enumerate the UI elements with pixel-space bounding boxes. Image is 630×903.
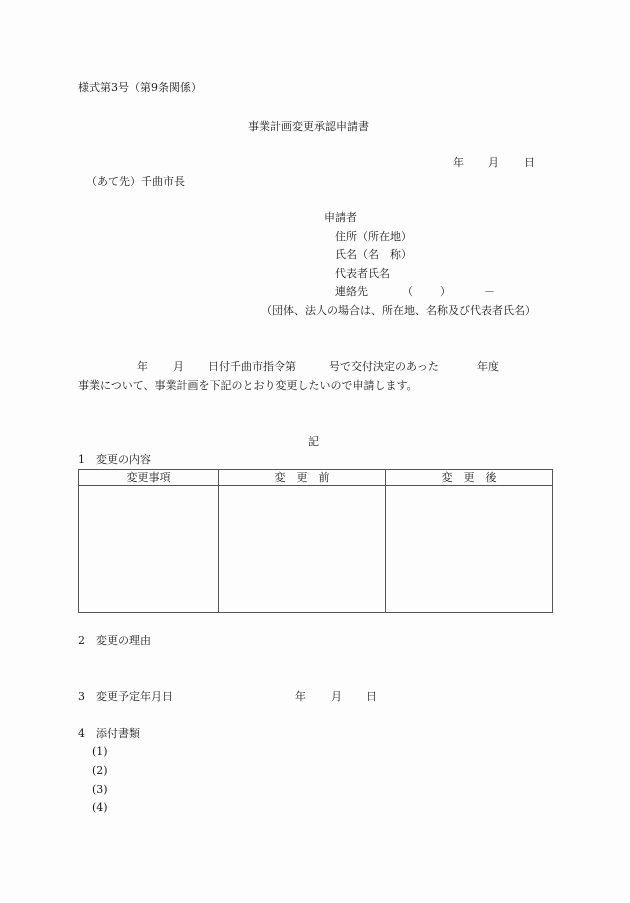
applicant-contact: 連絡先: [335, 285, 368, 298]
form-number: 様式第3号（第9条関係）: [78, 81, 202, 94]
body-fiscal-year: 年度: [477, 360, 499, 373]
table-row: [79, 486, 553, 613]
attachment-item-2: (2): [92, 764, 108, 777]
change-table: [78, 469, 553, 613]
cell-before[interactable]: [219, 486, 386, 613]
contact-paren-open: （: [402, 285, 413, 298]
section-2-label: 2 変更の理由: [78, 634, 151, 647]
body-decision-text: 号で交付決定のあった: [329, 360, 439, 373]
section-3-label: 3 変更予定年月日: [78, 690, 173, 703]
body-line2: 事業について、事業計画を下記のとおり変更したいので申請します。: [78, 379, 418, 392]
document-title: 事業計画変更承認申請書: [248, 120, 369, 133]
contact-dash: －: [484, 285, 495, 298]
applicant-note: （団体、法人の場合は、所在地、名称及び代表者氏名）: [261, 304, 536, 317]
header-before: 変 更 前: [219, 470, 386, 486]
cell-item[interactable]: [79, 486, 219, 613]
ki-heading: 記: [308, 435, 319, 448]
header-item: 変更事項: [79, 470, 219, 486]
attachment-item-3: (3): [92, 783, 108, 796]
section-4-label: 4 添付書類: [78, 727, 140, 740]
date-month: 月: [488, 156, 499, 169]
body-year: 年: [137, 360, 148, 373]
addressee: （あて先）千曲市長: [86, 175, 185, 188]
applicant-address: 住所（所在地）: [335, 230, 412, 243]
attachment-item-1: (1): [92, 745, 108, 758]
applicant-name: 氏名（名 称）: [335, 248, 412, 261]
section-1-label: 1 変更の内容: [78, 453, 151, 466]
applicant-representative: 代表者氏名: [335, 267, 390, 280]
attachment-item-4: (4): [92, 801, 108, 814]
header-after: 変 更 後: [386, 470, 553, 486]
cell-after[interactable]: [386, 486, 553, 613]
contact-paren-close: ）: [440, 285, 451, 298]
body-month: 月: [173, 360, 184, 373]
applicant-heading: 申請者: [324, 211, 357, 224]
section-3-month: 月: [331, 690, 342, 703]
date-year: 年: [453, 156, 464, 169]
section-3-day: 日: [366, 690, 377, 703]
body-order-text: 日付千曲市指令第: [208, 360, 296, 373]
date-day: 日: [524, 156, 535, 169]
table-header-row: [79, 470, 553, 486]
section-3-year: 年: [295, 690, 306, 703]
